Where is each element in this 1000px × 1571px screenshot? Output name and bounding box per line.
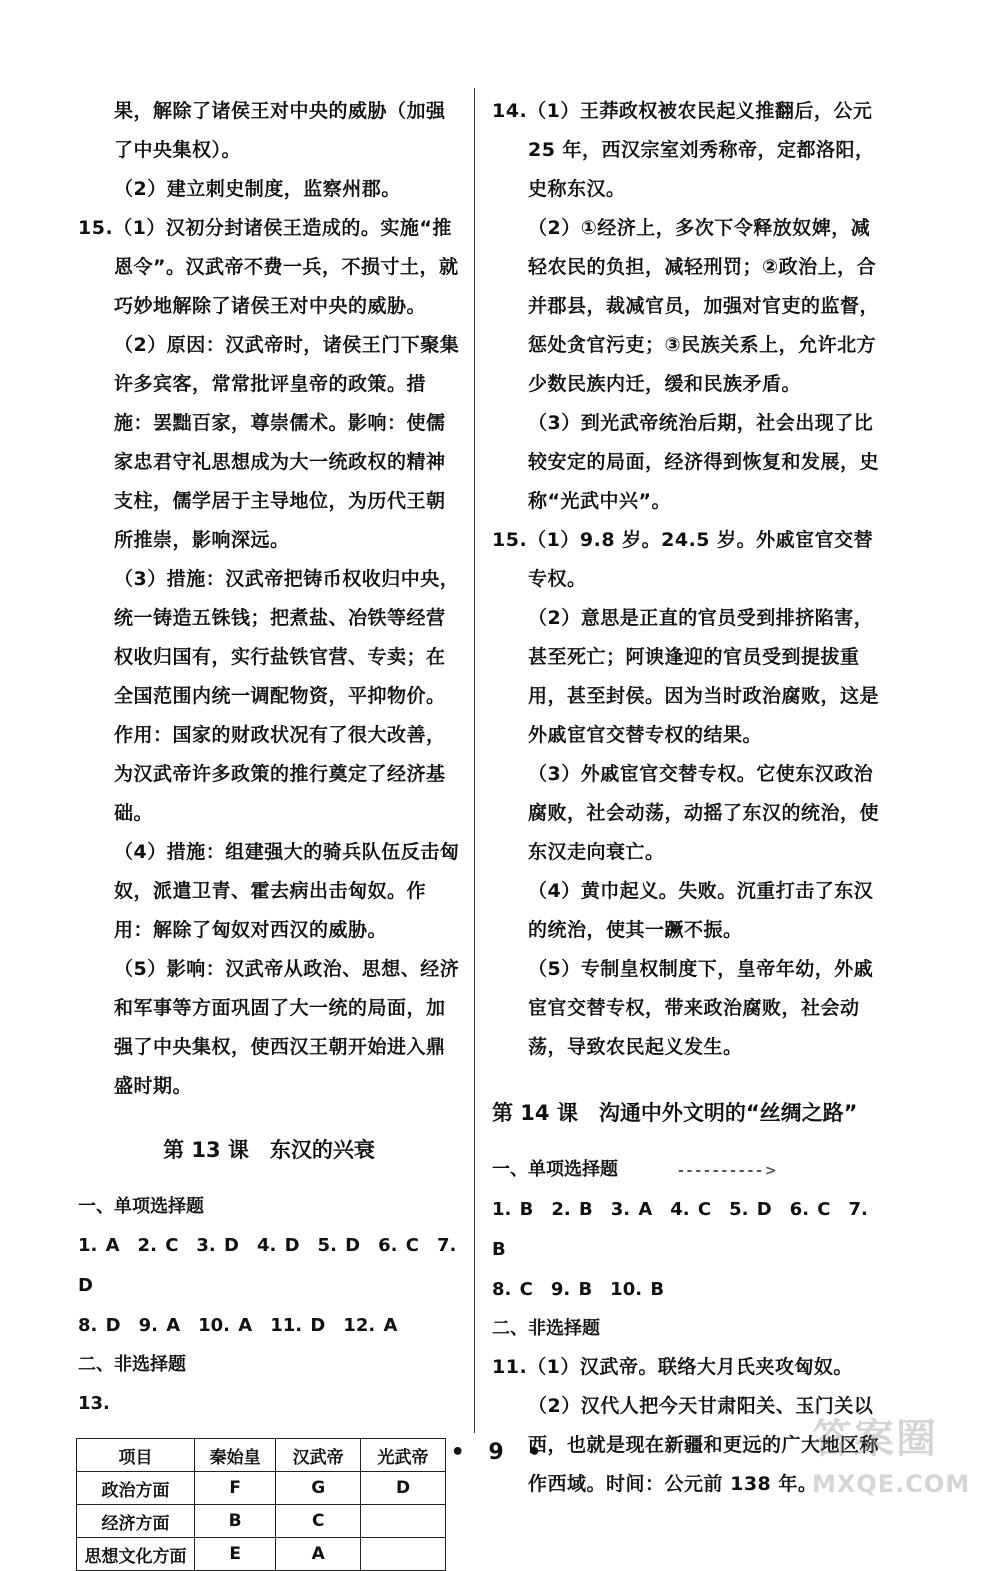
table-cell: C [276,1505,361,1538]
paragraph: （3）措施：汉武帝把铸币权收归中央，统一铸造五铢钱；把煮盐、冶铁等经营权收归国有，实行盐铁官营、专卖；在全国范围内统一调配物资，平抑物价。作用：国家的财政状况有了很大改善，为汉武帝许多政策的推行奠定了经济基础。 [114,568,460,824]
answers-line: 8. C 9. B 10. B [492,1279,665,1300]
right-top-paragraphs [492,92,887,1067]
section-single-choice [492,1151,887,1190]
right-column [492,92,887,1504]
table-cell: G [276,1472,361,1505]
answers-line: 8. D 9. A 10. A 11. D 12. A [78,1315,398,1336]
table-row [77,1505,446,1538]
section-label: 一、单项选择题 [492,1159,618,1180]
paragraph: （5）专制皇权制度下，皇帝年幼，外戚宦官交替专权，带来政治腐败，社会动荡，导致农民起义发生。 [528,958,874,1058]
answers-line: 1. B 2. B 3. A 4. C 5. D 6. C 7. B [492,1199,868,1260]
paragraph: 11.（1）汉武帝。联络大月氏夹攻匈奴。 [492,1356,853,1378]
scan-mark-decoration: - - - - - - - - - - > [678,1163,776,1179]
section-single-choice: 一、单项选择题 [78,1196,204,1217]
watermark-chars: 答案圈 [812,1416,938,1462]
paragraph: （4）黄巾起义。失败。沉重打击了东汉的统治，使其一蹶不振。 [528,880,874,941]
paragraph: 果，解除了诸侯王对中央的威胁（加强了中央集权）。 [114,100,446,161]
answers-line: 1. A 2. C 3. D 4. D 5. D 6. C 7. D [78,1235,457,1296]
table-header-cell: 光武帝 [361,1439,446,1472]
table-cell: 思想文化方面 [77,1538,195,1571]
watermark-logo [812,1407,982,1507]
section-non-choice: 二、非选择题 [78,1354,186,1375]
paragraph: （3）外戚宦官交替专权。它使东汉政治腐败，社会动荡，动摇了东汉的统治，使东汉走向衰亡。 [528,763,880,863]
left-top-paragraphs [78,92,460,1106]
table-row [77,1472,446,1505]
section-non-choice: 二、非选择题 [492,1318,600,1339]
table-cell: A [276,1538,361,1571]
paragraph: （2）①经济上，多次下令释放奴婢，减轻农民的负担，减轻刑罚；②政治上，合并郡县，裁减官员，加强对官吏的监督，惩处贪官污吏；③民族关系上，允许北方少数民族内迁，缓和民族矛盾。 [528,217,880,395]
table-cell: 政治方面 [77,1472,195,1505]
table-cell: 经济方面 [77,1505,195,1538]
table-cell [361,1538,446,1571]
paragraph: 15.（1）汉初分封诸侯王造成的。实施“推恩令”。汉武帝不费一兵，不损寸土，就巧妙地解除了诸侯王对中央的威胁。 [78,217,459,317]
page-number: • 9 • [450,1440,550,1465]
paragraph: 15.（1）9.8 岁。24.5 岁。外戚宦官交替专权。 [492,529,874,590]
paragraph: （2）意思是正直的官员受到排挤陷害，甚至死亡；阿谀逢迎的官员受到提拔重用，甚至封侯。因为当时政治腐败，这是外戚宦官交替专权的结果。 [528,607,880,746]
paragraph: （3）到光武帝统治后期，社会出现了比较安定的局面，经济得到恢复和发展，史称“光武中兴”。 [528,412,880,512]
paragraph: 14.（1）王莽政权被农民起义推翻后，公元 25 年，西汉宗室刘秀称帝，定都洛阳，史称东汉。 [492,100,875,200]
table-row [77,1538,446,1571]
table-cell: D [361,1472,446,1505]
paragraph: （5）影响：汉武帝从政治、思想、经济和军事等方面巩固了大一统的局面，加强了中央集权，使西汉王朝开始进入鼎盛时期。 [114,958,460,1097]
column-divider [474,88,475,1433]
paragraph: （4）措施：组建强大的骑兵队伍反击匈奴，派遣卫青、霍去病出击匈奴。作用：解除了匈奴对西汉的威胁。 [114,841,460,941]
table-cell [361,1505,446,1538]
table-cell: E [195,1538,276,1571]
lesson-14-title: 第 14 课 沟通中外文明的“丝绸之路” [492,1101,858,1125]
table-cell: B [195,1505,276,1538]
paragraph: （2）汉代人把今天甘肃阳关、玉门关以西，也就是现在新疆和更远的广大地区称作西域。时间：公元前 138 年。 [528,1395,880,1495]
lesson-13-title: 第 13 课 东汉的兴衰 [163,1138,375,1162]
table-header-cell: 项目 [77,1439,195,1472]
table-header-cell: 秦始皇 [195,1439,276,1472]
left-column [78,92,460,1571]
question-13-label: 13. [78,1393,110,1414]
watermark-url: MXQE.COM [812,1470,971,1498]
paragraph: （2）建立刺史制度，监察州郡。 [114,178,401,200]
table-cell: F [195,1472,276,1505]
paragraph: （2）原因：汉武帝时，诸侯王门下聚集许多宾客，常常批评皇帝的政策。措施：罢黜百家，尊崇儒术。影响：使儒家忠君守礼思想成为大一统政权的精神支柱，儒学居于主导地位，为历代王朝所推崇，影响深远。 [114,334,460,551]
table-header-cell: 汉武帝 [276,1439,361,1472]
